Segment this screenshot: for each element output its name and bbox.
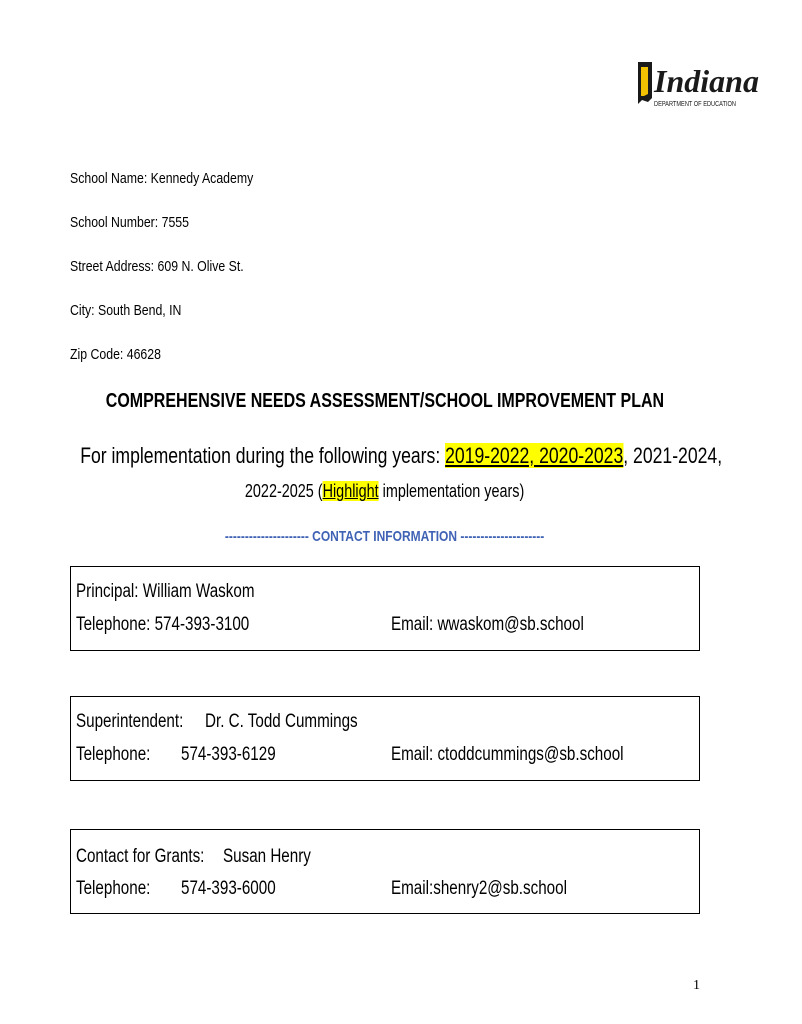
indiana-doe-logo	[632, 58, 759, 112]
grants-telephone-label: Telephone:	[76, 878, 151, 899]
superintendent-label: Superintendent:	[76, 711, 184, 732]
principal-name: Principal: William Waskom	[76, 581, 255, 602]
implementation-years-line2	[0, 481, 770, 502]
grants-email: Email:shenry2@sb.school	[391, 878, 567, 899]
implementation-prefix: For implementation during the following years:	[80, 443, 446, 468]
grants-telephone: 574-393-6000	[181, 878, 276, 899]
grants-label: Contact for Grants:	[76, 846, 205, 867]
indiana-state-icon	[632, 58, 759, 112]
document-title-text: COMPREHENSIVE NEEDS ASSESSMENT/SCHOOL IMPROVEMENT PLAN	[105, 390, 665, 412]
street-address: Street Address: 609 N. Olive St.	[70, 258, 244, 275]
page-number: 1	[693, 978, 700, 993]
implementation-years-line1	[0, 443, 770, 469]
superintendent-telephone: 574-393-6129	[181, 744, 276, 765]
superintendent-telephone-label: Telephone:	[76, 744, 151, 765]
superintendent-email: Email: ctoddcummings@sb.school	[391, 744, 624, 765]
highlighted-years: 2019-2022, 2020-2023	[445, 443, 624, 468]
school-number: School Number: 7555	[70, 214, 189, 231]
principal-email: Email: wwaskom@sb.school	[391, 614, 584, 635]
contact-information-heading	[0, 528, 770, 545]
implementation-line2-prefix: 2022-2025 (	[245, 481, 323, 501]
contact-information-heading-text: --------------------- CONTACT INFORMATION ---------------------	[225, 528, 545, 545]
superintendent-name: Dr. C. Todd Cummings	[205, 711, 358, 732]
document-title	[0, 390, 770, 413]
implementation-line2-suffix: implementation years)	[379, 481, 525, 501]
grants-contact-box	[70, 829, 700, 914]
zip-code: Zip Code: 46628	[70, 346, 161, 363]
principal-telephone: Telephone: 574-393-3100	[76, 614, 250, 635]
logo-wordmark: Indiana	[654, 63, 759, 99]
school-name: School Name: Kennedy Academy	[70, 170, 254, 187]
logo-subtext: DEPARTMENT OF EDUCATION	[654, 99, 736, 108]
superintendent-contact-box	[70, 696, 700, 781]
city: City: South Bend, IN	[70, 302, 182, 319]
highlight-word: Highlight	[322, 481, 380, 501]
implementation-rest: , 2021-2024,	[623, 443, 723, 468]
grants-name: Susan Henry	[223, 846, 311, 867]
principal-contact-box	[70, 566, 700, 651]
